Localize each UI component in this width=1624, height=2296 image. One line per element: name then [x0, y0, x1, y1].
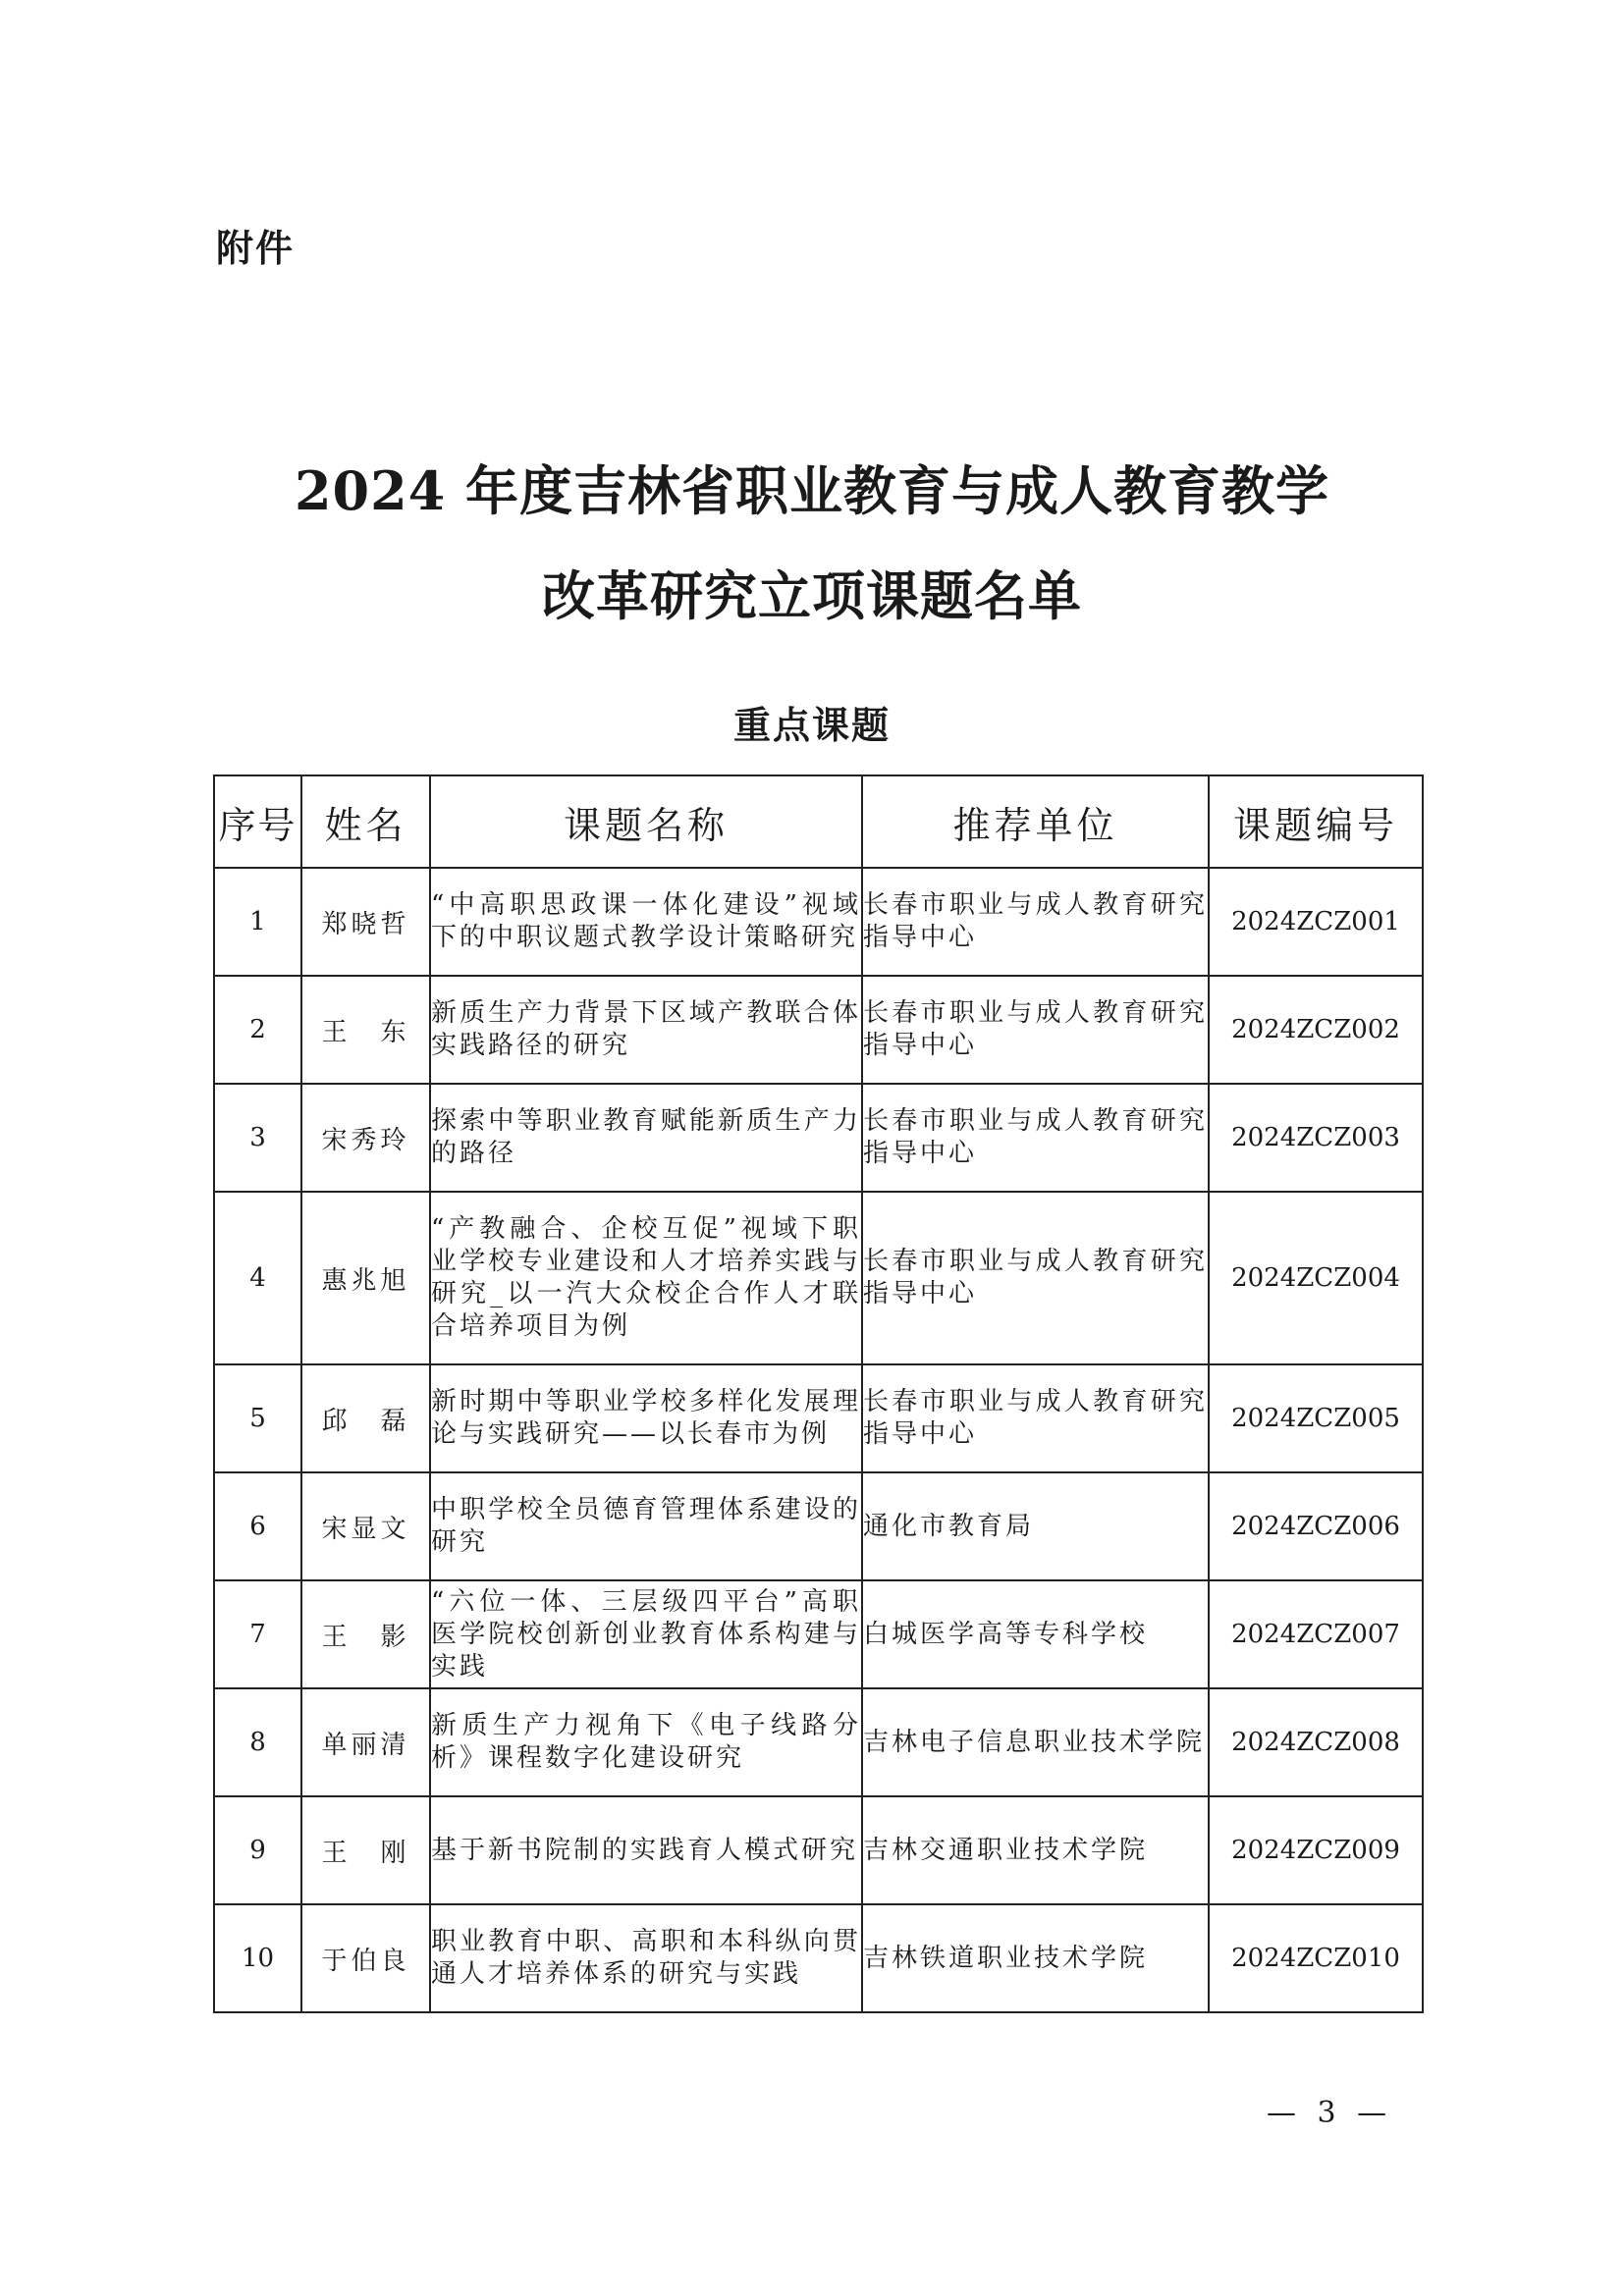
row-unit: 长春市职业与成人教育研究指导中心 — [862, 1364, 1209, 1472]
row-name: 宋显文 — [301, 1472, 430, 1580]
document-title-line2: 改革研究立项课题名单 — [542, 564, 1082, 627]
table-header-row — [214, 775, 1423, 868]
row-topic: “产教融合、企校互促”视域下职业学校专业建设和人才培养实践与研究_以一汽大众校企合作人才联合培养项目为例 — [430, 1192, 862, 1364]
row-name: 邱 磊 — [301, 1364, 430, 1472]
header-unit: 推荐单位 — [862, 775, 1209, 868]
header-index: 序号 — [214, 775, 301, 868]
header-name: 姓名 — [301, 775, 430, 868]
row-code: 2024ZCZ002 — [1209, 976, 1423, 1084]
row-code: 2024ZCZ006 — [1209, 1472, 1423, 1580]
row-topic: 新质生产力背景下区域产教联合体实践路径的研究 — [430, 976, 862, 1084]
row-topic: 职业教育中职、高职和本科纵向贯通人才培养体系的研究与实践 — [430, 1904, 862, 2012]
row-index: 10 — [214, 1904, 301, 2012]
row-code: 2024ZCZ003 — [1209, 1084, 1423, 1192]
row-index: 4 — [214, 1192, 301, 1364]
row-index: 1 — [214, 868, 301, 976]
header-code: 课题编号 — [1209, 775, 1423, 868]
row-code: 2024ZCZ008 — [1209, 1688, 1423, 1796]
row-code: 2024ZCZ010 — [1209, 1904, 1423, 2012]
table-row — [214, 1364, 1423, 1472]
row-unit: 长春市职业与成人教育研究指导中心 — [862, 868, 1209, 976]
table-row — [214, 1472, 1423, 1580]
row-unit: 白城医学高等专科学校 — [862, 1580, 1209, 1688]
table-row — [214, 1904, 1423, 2012]
row-topic: 基于新书院制的实践育人模式研究 — [430, 1796, 862, 1904]
header-topic: 课题名称 — [430, 775, 862, 868]
attachment-label: 附件 — [216, 227, 296, 270]
row-unit: 吉林铁道职业技术学院 — [862, 1904, 1209, 2012]
row-unit: 长春市职业与成人教育研究指导中心 — [862, 976, 1209, 1084]
row-unit: 通化市教育局 — [862, 1472, 1209, 1580]
row-name: 宋秀玲 — [301, 1084, 430, 1192]
row-name: 郑晓哲 — [301, 868, 430, 976]
row-topic: 探索中等职业教育赋能新质生产力的路径 — [430, 1084, 862, 1192]
row-index: 5 — [214, 1364, 301, 1472]
document-title-line1: 2024 年度吉林省职业教育与成人教育教学 — [294, 459, 1330, 522]
row-unit: 长春市职业与成人教育研究指导中心 — [862, 1084, 1209, 1192]
table-row — [214, 976, 1423, 1084]
table-row — [214, 1796, 1423, 1904]
row-index: 3 — [214, 1084, 301, 1192]
row-topic: 中职学校全员德育管理体系建设的研究 — [430, 1472, 862, 1580]
table-row — [214, 868, 1423, 976]
page-number: — 3 — — [1267, 2096, 1393, 2130]
row-topic: 新时期中等职业学校多样化发展理论与实践研究——以长春市为例 — [430, 1364, 862, 1472]
row-topic: “中高职思政课一体化建设”视域下的中职议题式教学设计策略研究 — [430, 868, 862, 976]
row-index: 8 — [214, 1688, 301, 1796]
row-index: 6 — [214, 1472, 301, 1580]
table-row — [214, 1688, 1423, 1796]
table-row — [214, 1580, 1423, 1688]
row-name: 王 东 — [301, 976, 430, 1084]
row-name: 王 刚 — [301, 1796, 430, 1904]
row-code: 2024ZCZ004 — [1209, 1192, 1423, 1364]
table-row — [214, 1084, 1423, 1192]
row-code: 2024ZCZ007 — [1209, 1580, 1423, 1688]
row-code: 2024ZCZ005 — [1209, 1364, 1423, 1472]
row-name: 于伯良 — [301, 1904, 430, 2012]
row-name: 惠兆旭 — [301, 1192, 430, 1364]
row-unit: 吉林电子信息职业技术学院 — [862, 1688, 1209, 1796]
row-name: 王 影 — [301, 1580, 430, 1688]
row-index: 9 — [214, 1796, 301, 1904]
row-index: 7 — [214, 1580, 301, 1688]
row-topic: “六位一体、三层级四平台”高职医学院校创新创业教育体系构建与实践 — [430, 1580, 862, 1688]
row-topic: 新质生产力视角下《电子线路分析》课程数字化建设研究 — [430, 1688, 862, 1796]
row-name: 单丽清 — [301, 1688, 430, 1796]
row-index: 2 — [214, 976, 301, 1084]
row-unit: 长春市职业与成人教育研究指导中心 — [862, 1192, 1209, 1364]
row-code: 2024ZCZ001 — [1209, 868, 1423, 976]
table-row — [214, 1192, 1423, 1364]
row-code: 2024ZCZ009 — [1209, 1796, 1423, 1904]
section-title: 重点课题 — [732, 704, 891, 747]
row-unit: 吉林交通职业技术学院 — [862, 1796, 1209, 1904]
project-table — [213, 774, 1424, 2013]
